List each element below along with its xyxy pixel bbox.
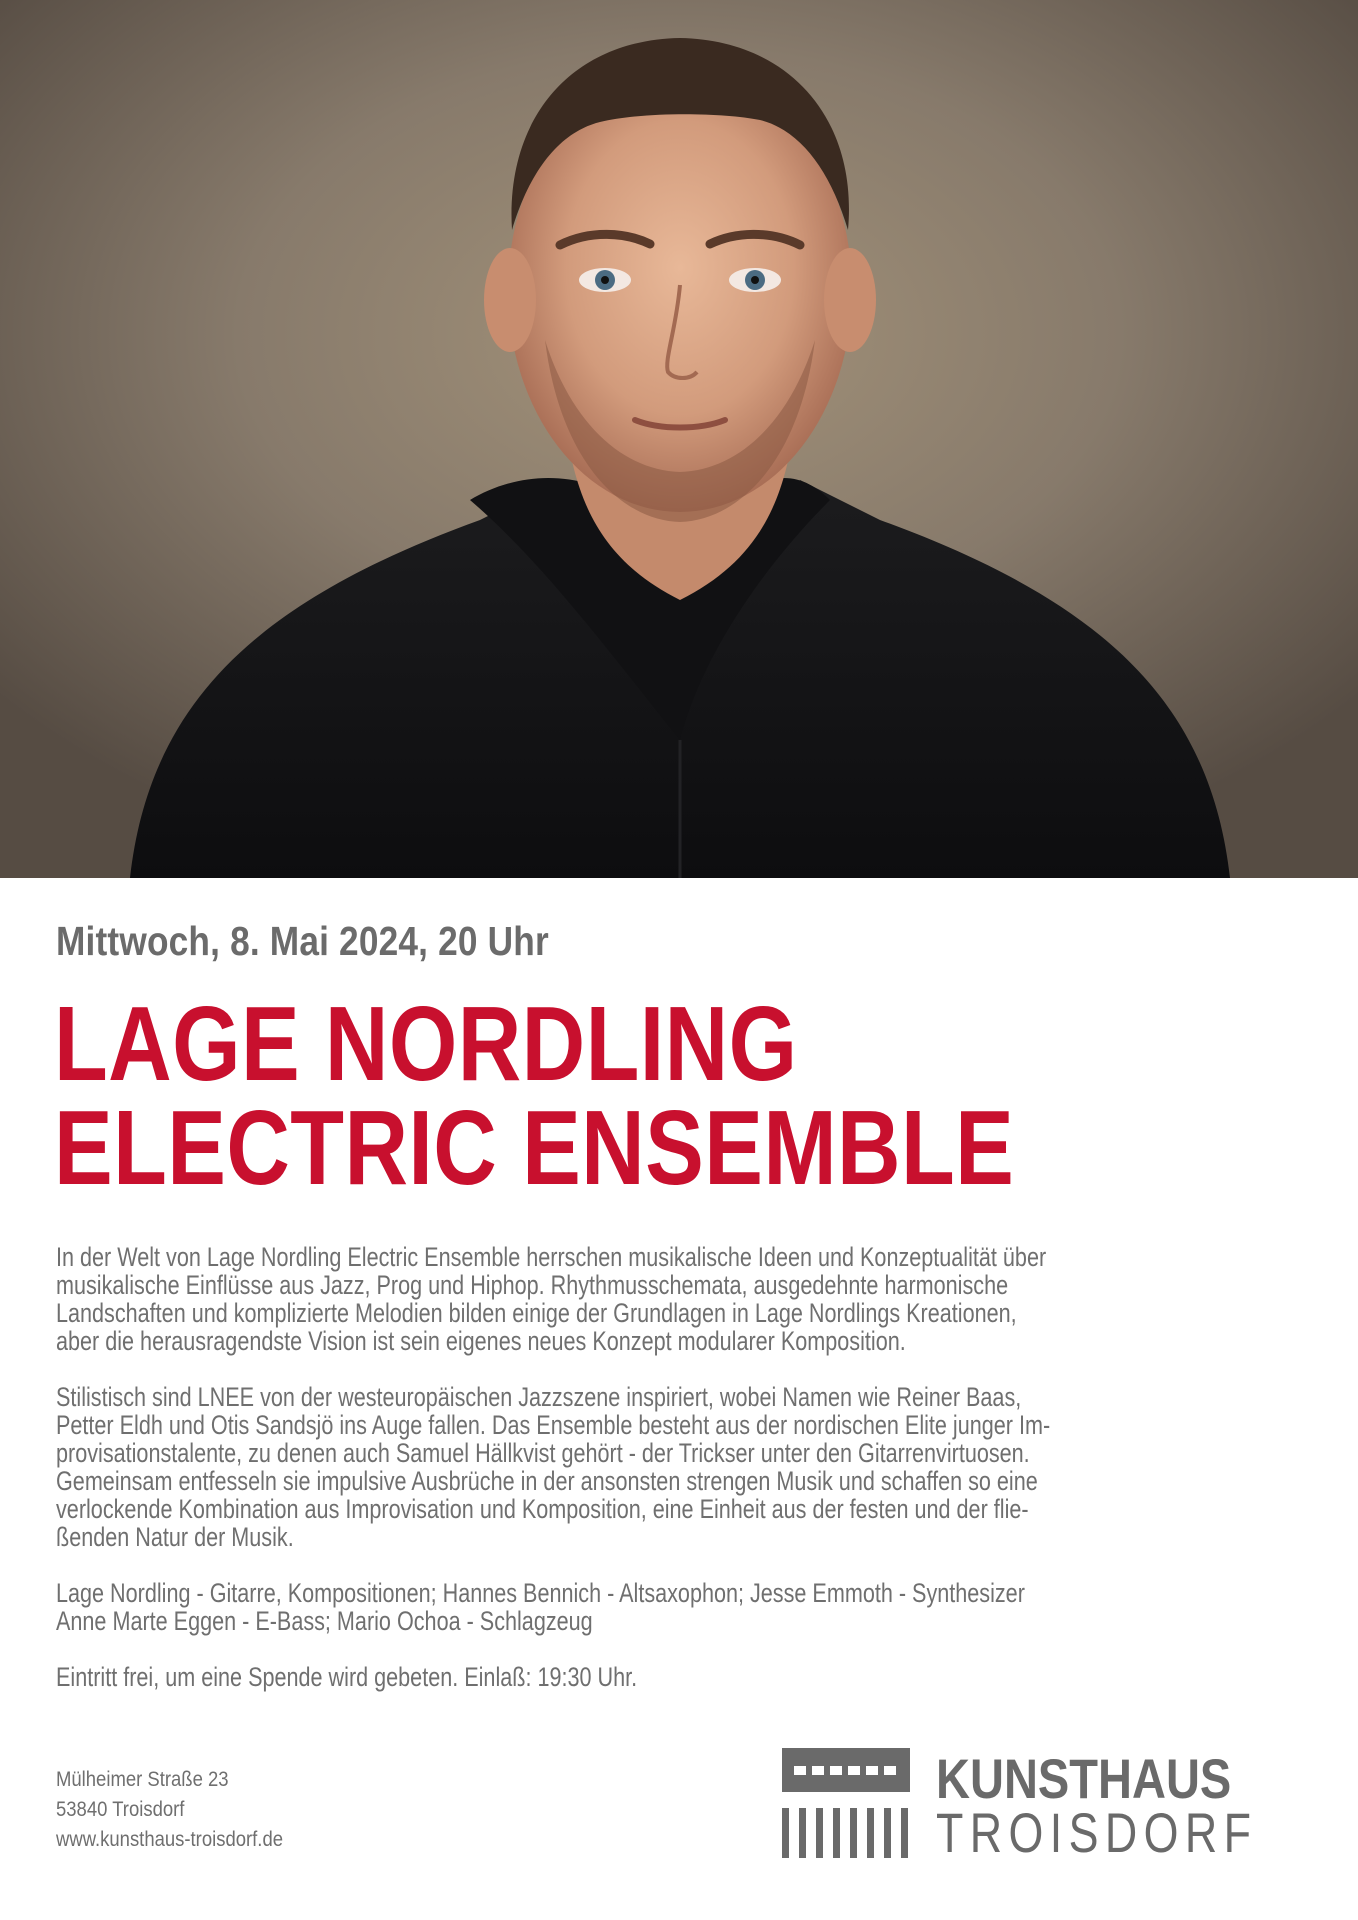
description-paragraph-2 [56,1383,1304,1551]
address-city: 53840 Troisdorf [56,1798,185,1821]
text-line: Stilistisch sind LNEE von der westeuropäischen Jazzszene inspiriert, wobei Namen wie Reiner Baas, [56,1382,1022,1412]
text-line: Anne Marte Eggen - E-Bass; Mario Ochoa - Schlagzeug [56,1606,593,1636]
description-paragraph-1 [56,1243,1304,1355]
event-title [54,985,1216,1207]
lineup-paragraph [56,1579,1304,1635]
text-line: In der Welt von Lage Nordling Electric Ensemble herrschen musikalische Ideen und Konzeptualität über [56,1242,1047,1272]
text-line: aber die herausragendste Vision ist sein eigenes neues Konzept modularer Komposition. [56,1326,906,1356]
text-line: musikalische Einflüsse aus Jazz, Prog und Hiphop. Rhythmusschemata, ausgedehnte harmonische [56,1270,1009,1300]
text-line: Gemeinsam entfesseln sie impulsive Ausbrüche in der ansonsten strengen Musik und schaffen so eine [56,1466,1038,1496]
venue-address [56,1765,283,1855]
event-title-line-2: ELECTRIC ENSEMBLE [54,1089,1015,1207]
address-street: Mülheimer Straße 23 [56,1768,229,1791]
text-line: provisationstalente, zu denen auch Samuel Hällkvist gehört - der Trickser unter den Gitarrenvirtuosen. [56,1438,1030,1468]
event-date: Mittwoch, 8. Mai 2024, 20 Uhr [56,918,549,964]
text-line: Lage Nordling - Gitarre, Kompositionen; Hannes Bennich - Altsaxophon; Jesse Emmoth - Synthesizer [56,1578,1025,1608]
address-website[interactable]: www.kunsthaus-troisdorf.de [56,1828,283,1851]
event-description [56,1243,1304,1719]
logo-text-troisdorf: TROISDORF [936,1801,1258,1864]
portrait-photo [0,0,1358,878]
text-line: verlockende Kombination aus Improvisation und Komposition, eine Einheit aus der festen und der flie- [56,1494,1029,1524]
admission-paragraph [56,1663,1304,1691]
building-icon [782,1748,910,1858]
kunsthaus-logo [782,1747,1282,1864]
event-title-line-1: LAGE NORDLING [54,985,798,1103]
text-line: ßenden Natur der Musik. [56,1522,294,1552]
text-line: Landschaften und komplizierte Melodien bilden einige der Grundlagen in Lage Nordlings Kreationen, [56,1298,1017,1328]
text-line: Petter Eldh und Otis Sandsjö ins Auge fallen. Das Ensemble besteht aus der nordischen Elite junger Im- [56,1410,1051,1440]
logo-text-kunsthaus: KUNSTHAUS [936,1747,1232,1810]
admission-text: Eintritt frei, um eine Spende wird gebeten. Einlaß: 19:30 Uhr. [56,1662,638,1692]
